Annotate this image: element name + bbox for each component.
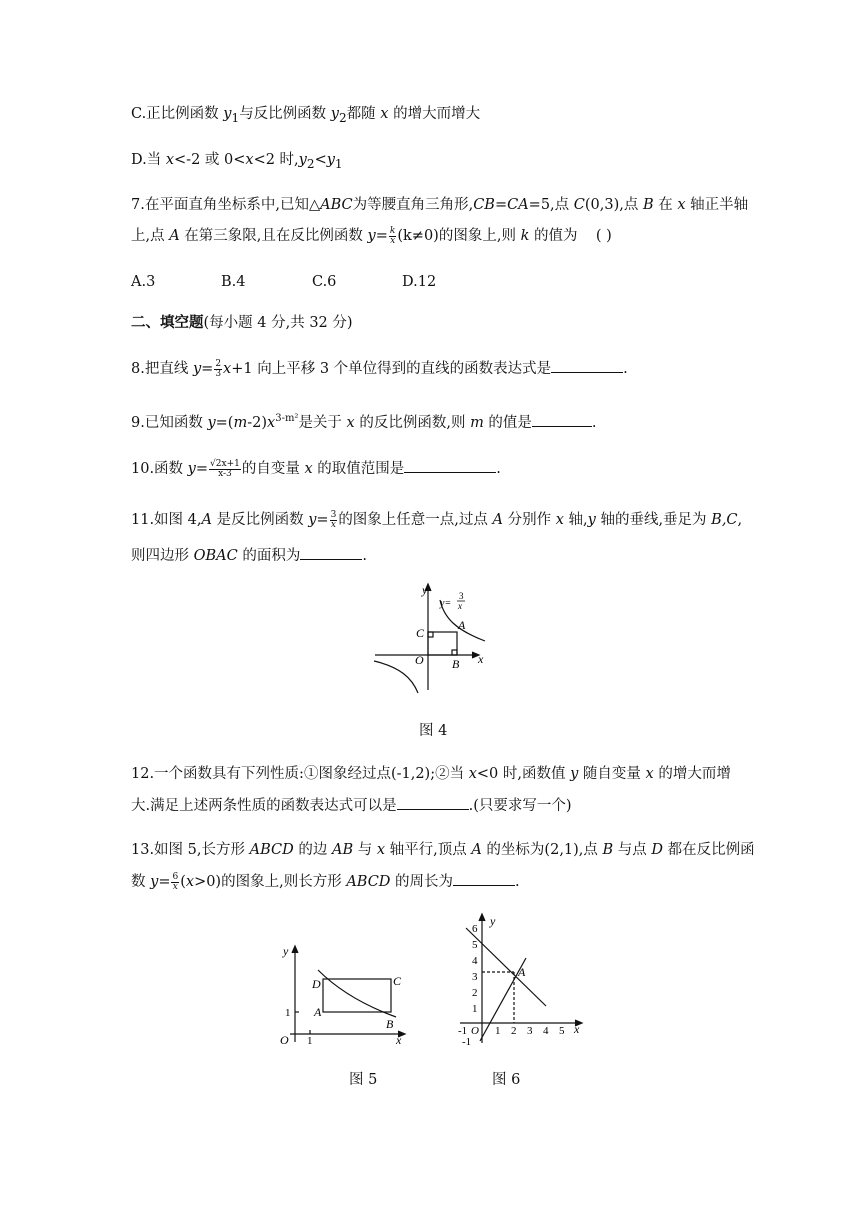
- answer-blank[interactable]: [551, 358, 623, 373]
- fig4-c-label: C: [416, 626, 425, 640]
- fig6-y-tick: 6: [472, 923, 478, 935]
- q13-line-2: 数 y= $\frac{6}{x}$ (x>0)的图象上,则长方形 ABCD 的周长为 .: [131, 871, 520, 892]
- fig4-caption: 图 4: [419, 723, 448, 739]
- q11-line-2: 则四边形 OBAC 的面积为 .: [131, 545, 367, 566]
- fig6-y-tick: 2: [472, 987, 478, 999]
- fig5-d-label: D: [312, 977, 321, 991]
- fig5-tick-x1: 1: [307, 1035, 313, 1047]
- fig6-x-tick: 5: [559, 1025, 565, 1037]
- section-heading: 二、填空题(每小题 4 分,共 32 分): [131, 314, 353, 331]
- answer-blank[interactable]: [404, 458, 496, 473]
- figure-5: [278, 940, 414, 1050]
- fig4-b-label: B: [452, 657, 460, 671]
- fig6-y-tick: 5: [472, 939, 478, 951]
- fig6-y-tick: 1: [472, 1003, 478, 1015]
- q11-line-1: 11.如图 4,A 是反比例函数 y= $\frac{3}{x}$ 的图象上任意一点,过点 A 分别作 x 轴,y 轴的垂线,垂足为 B,C,: [131, 509, 743, 530]
- figure-6: [452, 908, 592, 1048]
- fig5-origin-label: O: [280, 1033, 289, 1047]
- fig4-origin-label: O: [415, 653, 424, 667]
- fig5-caption: 图 5: [349, 1072, 378, 1088]
- fig4-y-label: y: [422, 583, 428, 597]
- fig5-b-label: B: [386, 1017, 394, 1031]
- fig4-x-label: x: [478, 652, 484, 666]
- fig4-fn-den: x: [458, 601, 462, 611]
- answer-blank[interactable]: [397, 795, 469, 810]
- q12-line-1: 12.一个函数具有下列性质:①图象经过点(-1,2);②当 x<0 时,函数值 y 随自变量 x 的增大而增: [131, 766, 731, 782]
- q6-option-d: D.当 x<-2 或 0<x<2 时$,y_2<y_1$: [131, 152, 343, 171]
- q7-line-2: 上,点 A 在第三象限,且在反比例函数 y= $\frac{k}{x}$ (k≠0)的图象上,则 k 的值为 ( ): [131, 225, 612, 246]
- q13-line-1: 13.如图 5,长方形 ABCD 的边 AB 与 x 轴平行,顶点 A 的坐标为(2,1),点 B 与点 D 都在反比例函: [131, 842, 755, 858]
- fig6-x-tick: -1: [458, 1025, 468, 1037]
- fig6-x-tick: 1: [495, 1025, 501, 1037]
- fig6-x-tick: 4: [543, 1025, 549, 1037]
- fig4-a-label: A: [458, 618, 466, 632]
- fig6-y-tick: -1: [462, 1036, 472, 1048]
- answer-blank[interactable]: [453, 871, 515, 886]
- q10: 10.函数 y= $\frac{√2x+1}{x-3}$ 的自变量 x 的取值范围是 .: [131, 458, 501, 479]
- q7-option-c: C.6: [312, 274, 337, 290]
- q12-line-2: 大.满足上述两条性质的函数表达式可以是 .(只要求写一个): [131, 795, 572, 816]
- fig6-a-label: A: [518, 965, 526, 979]
- answer-blank[interactable]: [532, 412, 592, 427]
- fig4-fn-num: 3: [459, 591, 464, 601]
- fig5-y-label: y: [283, 944, 289, 958]
- q7-option-b: B.4: [221, 274, 246, 290]
- fig6-y-tick: 3: [472, 971, 478, 983]
- q7-option-a: A.3: [131, 274, 156, 290]
- q9: 9.已知函数 $y=(m-2)x^{3-m^2}$是关于 x 的反比例函数,则 m 的值是 .: [131, 413, 597, 431]
- fig6-y-label: y: [490, 914, 496, 928]
- fig5-tick-y1: 1: [285, 1007, 291, 1019]
- fig5-x-label: x: [396, 1033, 402, 1047]
- fig6-x-label: x: [574, 1022, 580, 1036]
- fig5-c-label: C: [393, 974, 402, 988]
- fig6-y-tick: 4: [472, 955, 478, 967]
- q7-option-d: D.12: [402, 274, 437, 290]
- answer-blank[interactable]: [300, 545, 362, 560]
- fig5-a-label: A: [314, 1005, 322, 1019]
- fig6-caption: 图 6: [492, 1072, 521, 1088]
- fig6-x-tick: 2: [511, 1025, 517, 1037]
- q6-option-c: C.正比例函数 $y_1$与反比例函数 $y_2$都随 x 的增大而增大: [131, 106, 481, 125]
- q7-line-1: 7.在平面直角坐标系中,已知△ABC为等腰直角三角形,CB=CA=5,点 C(0,3),点 B 在 x 轴正半轴: [131, 197, 749, 213]
- figure-4: [370, 578, 500, 696]
- fig6-origin-label: O: [471, 1025, 479, 1037]
- fig6-x-tick: 3: [527, 1025, 533, 1037]
- fig4-fn-label: y=: [440, 598, 452, 609]
- q8: 8.把直线 y= $\frac{2}{3}$ x+1 向上平移 3 个单位得到的直线的函数表达式是 .: [131, 358, 628, 379]
